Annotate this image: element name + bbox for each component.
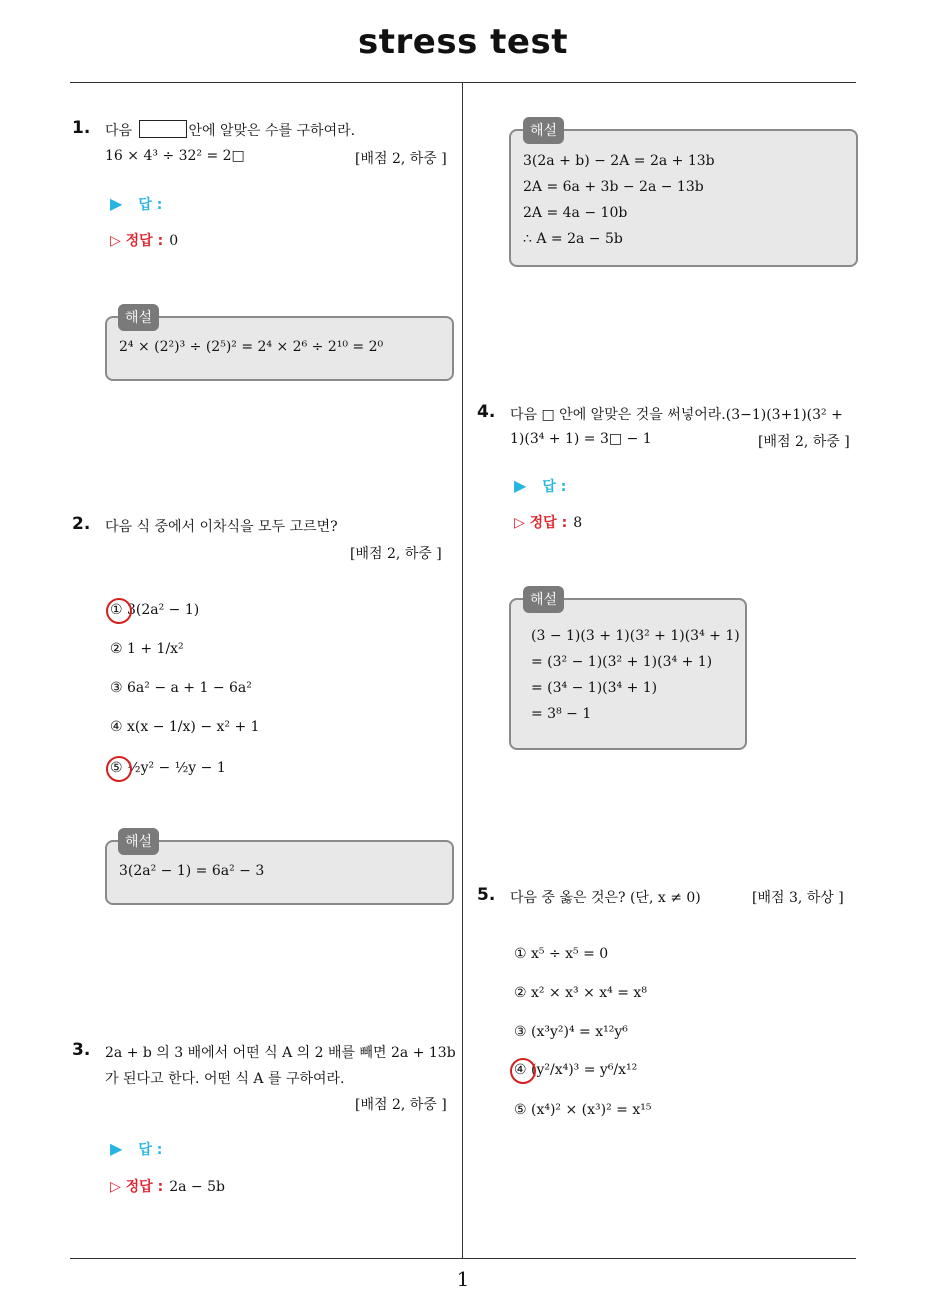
outline-triangle-icon: ▷ <box>110 1179 121 1195</box>
q1-correct-line: ▷ 정답 : 0 <box>110 233 179 249</box>
q4-number: 4. <box>477 402 496 422</box>
play-icon: ▶ <box>110 1139 123 1158</box>
q1-text: 다음 안에 알맞은 수를 구하여라. <box>105 120 355 140</box>
q1-answer-line: ▶ 답 : <box>110 194 163 213</box>
q3-explanation-tag: 해설 <box>523 117 564 144</box>
q5-option-2: ② x² × x³ × x⁴ = x⁸ <box>514 985 647 1001</box>
q2-option-4: ④ x(x − 1/x) − x² + 1 <box>110 719 260 735</box>
q2-option-3: ③ 6a² − a + 1 − 6a² <box>110 680 252 696</box>
q5-score: [배점 3, 하상 ] <box>752 890 844 906</box>
q4-explanation-box: (3 − 1)(3 + 1)(3² + 1)(3⁴ + 1) = (3² − 1)(3² + 1)(3⁴ + 1) = (3⁴ − 1)(3⁴ + 1) = 3⁸ − 1 <box>509 598 747 750</box>
q5-number: 5. <box>477 885 496 905</box>
q3-number: 3. <box>72 1040 91 1060</box>
q5-option-5: ⑤ (x⁴)² × (x³)² = x¹⁵ <box>514 1102 652 1118</box>
q2-option-2: ② 1 + 1/x² <box>110 641 184 657</box>
q1-blank-box <box>139 120 187 138</box>
q1-explanation-tag: 해설 <box>118 304 159 331</box>
q3-answer-line: ▶ 답 : <box>110 1139 163 1158</box>
q2-explanation-tag: 해설 <box>118 828 159 855</box>
q2-mark-circle-1 <box>106 598 132 624</box>
page-title: stress test <box>358 22 568 62</box>
q2-number: 2. <box>72 514 91 534</box>
q2-score: [배점 2, 하중 ] <box>350 546 442 562</box>
q2-mark-circle-5 <box>106 756 132 782</box>
q1-number: 1. <box>72 118 91 138</box>
correct-label: ▷ 정답 : <box>514 515 568 531</box>
q2-text: 다음 식 중에서 이차식을 모두 고르면? <box>105 519 338 535</box>
q2-option-5: ⑤ ½y² − ½y − 1 <box>110 760 226 776</box>
q1-explanation-box: 2⁴ × (2²)³ ÷ (2⁵)² = 2⁴ × 2⁶ ÷ 2¹⁰ = 2⁰ <box>105 316 454 381</box>
q5-mark-circle-4 <box>510 1058 536 1084</box>
q2-explanation-box: 3(2a² − 1) = 6a² − 3 <box>105 840 454 905</box>
q4-text-line2: 1)(3⁴ + 1) = 3□ − 1 <box>510 431 652 447</box>
play-icon: ▶ <box>514 476 527 495</box>
outline-triangle-icon: ▷ <box>110 233 121 249</box>
q3-text-line2: 가 된다고 한다. 어떤 식 A 를 구하여라. <box>105 1071 345 1087</box>
q5-text: 다음 중 옳은 것은? (단, x ≠ 0) <box>510 890 701 906</box>
outline-triangle-icon: ▷ <box>514 515 525 531</box>
q5-option-4: ④ (y²/x⁴)³ = y⁶/x¹² <box>514 1062 638 1078</box>
footer-rule <box>70 1258 856 1259</box>
column-divider <box>462 82 463 1259</box>
correct-label: ▷ 정답 : <box>110 233 164 249</box>
q4-text-line1: 다음 □ 안에 알맞은 것을 써넣어라.(3−1)(3+1)(3² + <box>510 407 843 423</box>
header-rule <box>70 82 856 83</box>
page-number: 1 <box>456 1267 470 1291</box>
q3-score: [배점 2, 하중 ] <box>355 1097 447 1113</box>
q2-option-1: ① 3(2a² − 1) <box>110 602 200 618</box>
q1-expression: 16 × 4³ ÷ 32² = 2□ <box>105 148 245 164</box>
q5-option-3: ③ (x³y²)⁴ = x¹²y⁶ <box>514 1024 628 1040</box>
q4-answer-line: ▶ 답 : <box>514 476 567 495</box>
q5-option-1: ① x⁵ ÷ x⁵ = 0 <box>514 946 609 962</box>
q3-explanation-box: 3(2a + b) − 2A = 2a + 13b 2A = 6a + 3b − 2a − 13b 2A = 4a − 10b ∴ A = 2a − 5b <box>509 129 858 267</box>
q3-correct-line: ▷ 정답 : 2a − 5b <box>110 1179 225 1195</box>
correct-label: ▷ 정답 : <box>110 1179 164 1195</box>
q4-explanation-tag: 해설 <box>523 586 564 613</box>
q4-correct-line: ▷ 정답 : 8 <box>514 515 583 531</box>
q3-text-line1: 2a + b 의 3 배에서 어떤 식 A 의 2 배를 빼면 2a + 13b <box>105 1045 456 1061</box>
q1-score: [배점 2, 하중 ] <box>355 151 447 167</box>
q4-score: [배점 2, 하중 ] <box>758 434 850 450</box>
play-icon: ▶ <box>110 194 123 213</box>
